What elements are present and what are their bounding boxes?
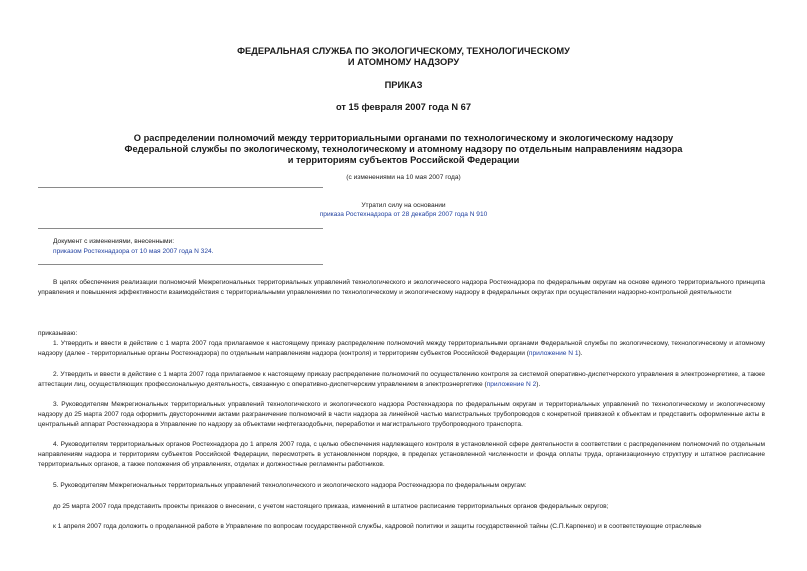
paragraph-1	[38, 339, 765, 359]
amendment-note: (с изменениями на 10 мая 2007 года)	[346, 174, 461, 181]
title-line2: Федеральной службы по экологическому, технологическому и атомному надзору по отдельным направлениям надзора	[124, 144, 683, 154]
divider	[38, 264, 323, 265]
divider	[38, 228, 323, 229]
appendix-2-link[interactable]: приложение N 2	[486, 381, 537, 388]
revoked-label: Утратил силу на основании	[361, 202, 446, 209]
org-name-line1: ФЕДЕРАЛЬНАЯ СЛУЖБА ПО ЭКОЛОГИЧЕСКОМУ, ТЕХНОЛОГИЧЕСКОМУ	[237, 46, 570, 56]
appendix-1-link[interactable]: приложение N 1	[528, 350, 579, 357]
preamble-paragraph: В целях обеспечения реализации полномочий Межрегиональных территориальных управлений технологического и экологического надзора Ростехнадзора по федеральным округам на основе единого территориального принципа управления и повышения эффективности взаимодействия с территориальными управлениями по технологическому и экологическому надзору в федеральных округах при осуществлении надзорно-контрольной деятельности	[38, 279, 765, 296]
title-line3: и территориям субъектов Российской Федерации	[287, 155, 520, 165]
paragraph-5b: к 1 апреля 2007 года доложить о проделанной работе в Управление по вопросам государственной службы, кадровой политики и защиты государственной тайны (С.П.Карпенко) и в соответствующие отраслевые	[53, 523, 702, 530]
paragraph-3: 3. Руководителям Межрегиональных территориальных управлений технологического и экологического надзора Ростехнадзора по федеральным округам и территориальных управлений по технологическому и экологическому надзору до 25 марта 2007 года оформить двусторонними актами разграничение полномочий в части надзора за линейной частью магистральных трубопроводов с конкретной привязкой к объектам и представить оформленные акты в центральный аппарат Ростехнадзора в Управление по надзору за объектами нефтегазодобычи, переработки и магистрального трубопроводного транспорта.	[38, 401, 765, 428]
paragraph-2-end: ).	[536, 381, 541, 388]
document-type: ПРИКАЗ	[384, 80, 423, 90]
paragraph-5: 5. Руководителям Межрегиональных территориальных управлений технологического и экологического надзора Ростехнадзора по федеральным округам:	[53, 482, 527, 489]
org-name-line2: И АТОМНОМУ НАДЗОРУ	[347, 57, 460, 67]
divider	[38, 187, 323, 188]
paragraph-1-text: 1. Утвердить и ввести в действие с 1 марта 2007 года прилагаемое к настоящему приказу распределение полномочий между территориальными органами Федеральной службы по экологическому, технологическому и атомному надзору (далее - территориальные органы Ростехнадзора) по отдельным направлениям надзора (контроля) и территориям субъектов Российской Федерации (	[38, 340, 765, 357]
paragraph-2-text: 2. Утвердить и ввести в действие с 1 марта 2007 года прилагаемое к настоящему приказу распределение полномочий по осуществлению контроля за системой оперативно-диспетчерского управления в электроэнергетике, а также аттестации лиц, осуществляющих профессиональную деятельность, связанную с оперативно-диспетчерским управлением в электроэнергетике (	[38, 371, 765, 388]
amending-order-link[interactable]: приказом Ростехнадзора от 10 мая 2007 года N 324.	[53, 248, 214, 255]
paragraph-2	[38, 370, 765, 390]
order-word: приказываю:	[38, 330, 78, 337]
title-line1: О распределении полномочий между территориальными органами по технологическому и экологическому надзору	[133, 133, 674, 143]
paragraph-5a: до 25 марта 2007 года представить проекты приказов о внесении, с учетом настоящего приказа, изменений в штатное расписание территориальных органов федеральных округов;	[53, 503, 609, 510]
paragraph-1-end: ).	[578, 350, 583, 357]
paragraph-4: 4. Руководителям территориальных органов Ростехнадзора до 1 апреля 2007 года, с целью обеспечения надлежащего контроля в установленной сфере деятельности в соответствии с распределением полномочий по отдельным направлениям надзора и территориям субъектов Российской Федерации, пересмотреть в установленном порядке, в пределах установленной численности и фонда оплаты труда, организационную структуру и штатное расписание территориальных органов, а также положения об управлениях, отделах и должностные регламенты работников.	[38, 441, 765, 468]
revoked-order-link[interactable]: приказа Ростехнадзора от 28 декабря 2007 года N 910	[319, 211, 488, 218]
document-date-number: от 15 февраля 2007 года N 67	[335, 102, 472, 112]
changes-label: Документ с изменениями, внесенными:	[53, 238, 175, 245]
